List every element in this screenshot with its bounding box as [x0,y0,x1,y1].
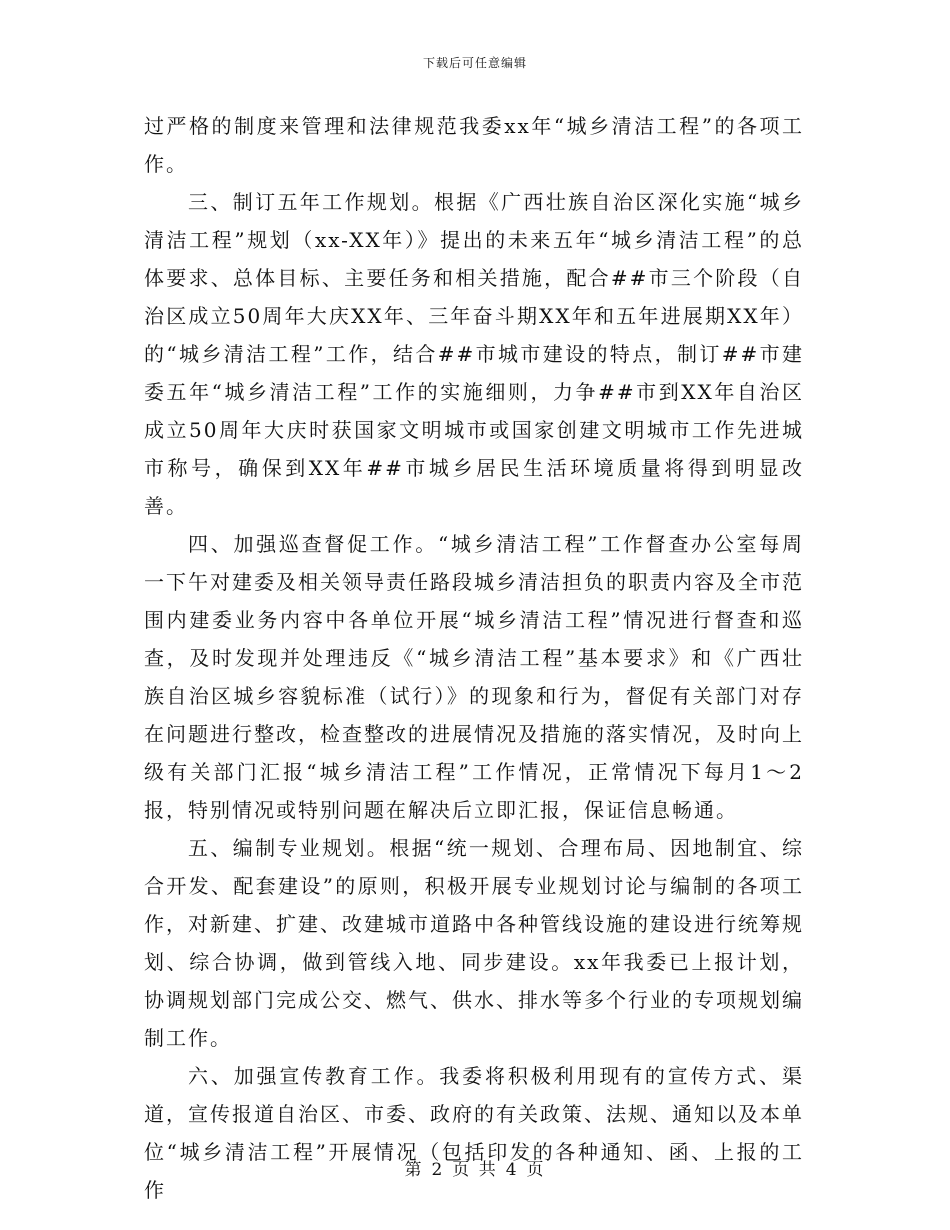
page-footer [0,1155,950,1180]
paragraph-section-5: 五、编制专业规划。根据“统一规划、合理布局、因地制宜、综合开发、配套建设”的原则，积极开展专业规划讨论与编制的各项工作，对新建、扩建、改建城市道路中各种管线设施的建设进行统筹规划、综合协调，做到管线入地、同步建设。xx年我委已上报计划，协调规划部门完成公交、燃气、供水、排水等多个行业的专项规划编制工作。 [144,836,804,1050]
current-page-number: 2 [431,1160,445,1180]
page-header: 下载后可任意编辑 [422,56,527,70]
paragraph-continuation: 过严格的制度来管理和法律规范我委xx年“城乡清洁工程”的各项工作。 [144,114,804,176]
total-page-count: 4 [505,1160,519,1180]
footer-suffix: 页 [526,1160,546,1180]
footer-prefix: 第 [404,1160,424,1180]
footer-middle: 页 共 [452,1160,498,1180]
paragraph-section-6: 六、加强宣传教育工作。我委将积极利用现有的宣传方式、渠道，宣传报道自治区、市委、政府的有关政策、法规、通知以及本单位“城乡清洁工程”开展情况（包括印发的各种通知、函、上报的工作 [144,1064,804,1202]
paragraph-section-4: 四、加强巡查督促工作。“城乡清洁工程”工作督查办公室每周一下午对建委及相关领导责任路段城乡清洁担负的职责内容及全市范围内建委业务内容中各单位开展“城乡清洁工程”情况进行督查和巡查，及时发现并处理违反《“城乡清洁工程”基本要求》和《广西壮族自治区城乡容貌标准（试行）》的现象和行为，督促有关部门对存在问题进行整改，检查整改的进展情况及措施的落实情况，及时向上级有关部门汇报“城乡清洁工程”工作情况，正常情况下每月1～2报，特别情况或特别问题在解决后立即汇报，保证信息畅通。 [144,532,804,822]
document-body [144,107,804,1209]
paragraph-section-3: 三、制订五年工作规划。根据《广西壮族自治区深化实施“城乡清洁工程”规划（xx-XX年）》提出的未来五年“城乡清洁工程”的总体要求、总体目标、主要任务和相关措施，配合##市三个阶段（自治区成立50周年大庆XX年、三年奋斗期XX年和五年进展期XX年）的“城乡清洁工程”工作，结合##市城市建设的特点，制订##市建委五年“城乡清洁工程”工作的实施细则，力争##市到XX年自治区成立50周年大庆时获国家文明城市或国家创建文明城市工作先进城市称号，确保到XX年##市城乡居民生活环境质量将得到明显改善。 [144,190,804,518]
